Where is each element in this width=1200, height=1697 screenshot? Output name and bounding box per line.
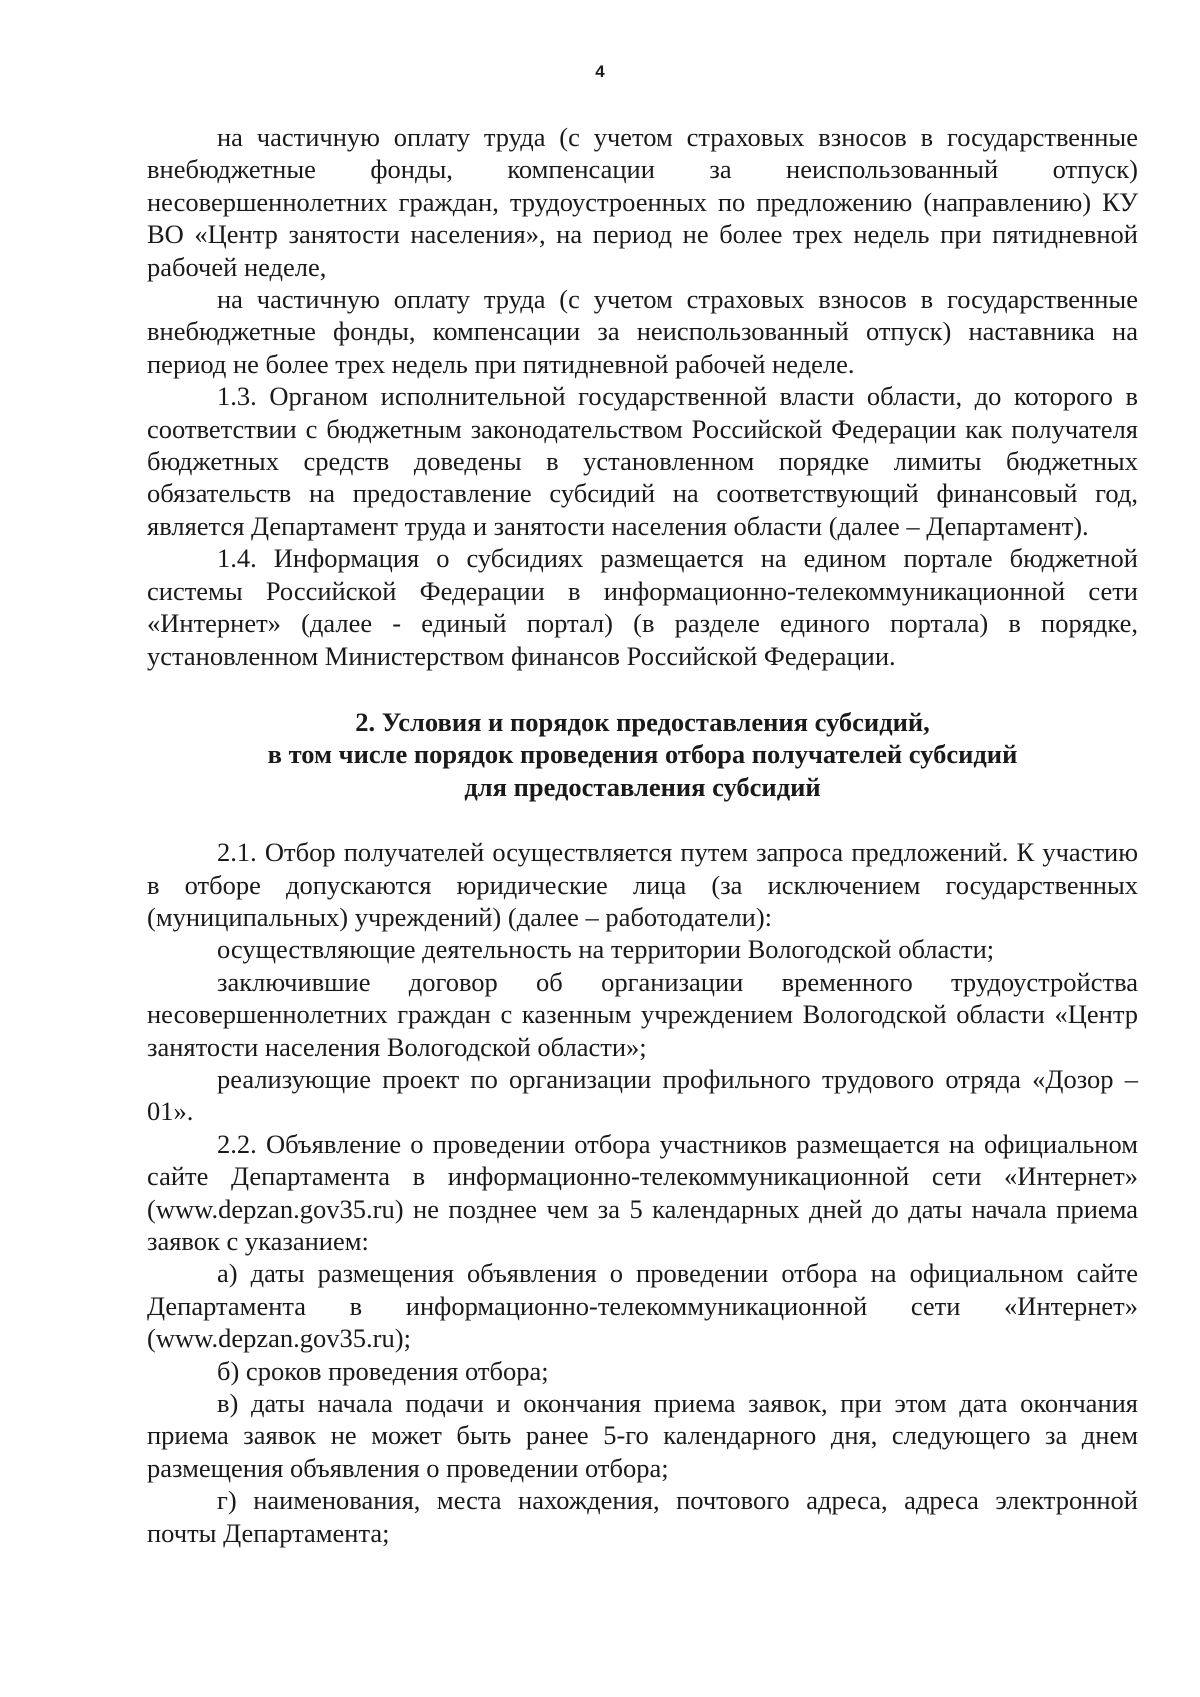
paragraph: на частичную оплату труда (с учетом страховых взносов в государственные внебюджетные фонды, компенсации за неиспользованный отпуск) наставника на период не более трех недель при пятидневной рабочей неделе. (147, 284, 1138, 379)
paragraph-1-3: 1.3. Органом исполнительной государственной власти области, до которого в соответствии с бюджетным законодательством Российской Федерации как получателя бюджетных средств доведены в установленном порядке лимиты бюджетных обязательств на предоставление субсидий на соответствующий финансовый год, является Департамент труда и занятости населения области (далее – Департамент). (147, 381, 1138, 541)
list-item: г) наименования, места нахождения, почтового адреса, адреса электронной почты Департамента; (147, 1485, 1138, 1548)
list-item: в) даты начала подачи и окончания приема заявок, при этом дата окончания приема заявок не может быть ранее 5-го календарного дня, следующего за днем размещения объявления о проведении отбора; (147, 1388, 1138, 1483)
list-item: реализующие проект по организации профильного трудового отряда «Дозор – 01». (147, 1063, 1138, 1127)
page-number: 4 (595, 62, 605, 81)
document-body (147, 121, 1138, 1549)
paragraph-2-1: 2.1. Отбор получателей осуществляется путем запроса предложений. К участию в отборе допускаются юридические лица (за исключением государственных (муниципальных) учреждений) (далее – работодатели): (147, 837, 1138, 932)
paragraph-1-4: 1.4. Информация о субсидиях размещается на едином портале бюджетной системы Российской Федерации в информационно-телекоммуникационной сети «Интернет» (далее - единый портал) (в разделе единого портала) в порядке, установленном Министерством финансов Российской Федерации. (147, 543, 1138, 671)
list-item: заключившие договор об организации временного трудоустройства несовершеннолетних граждан с казенным учреждением Вологодской области «Центр занятости населения Вологодской области»; (147, 966, 1138, 1062)
list-item: б) сроков проведения отбора; (217, 1355, 549, 1386)
section-2-heading (147, 706, 1138, 803)
list-item: осуществляющие деятельность на территории Вологодской области; (217, 934, 995, 965)
paragraph: на частичную оплату труда (с учетом страховых взносов в государственные внебюджетные фонды, компенсации за неиспользованный отпуск) несовершеннолетних граждан, трудоустроенных по предложению (направлению) КУ ВО «Центр занятости населения», на период не более трех недель при пятидневной рабочей неделе, (147, 122, 1138, 282)
section-heading-line: 2. Условия и порядок предоставления субсидий, (355, 706, 930, 737)
section-heading-line: для предоставления субсидий (464, 771, 821, 802)
section-heading-line: в том числе порядок проведения отбора получателей субсидий (267, 739, 1018, 770)
list-item: а) даты размещения объявления о проведении отбора на официальном сайте Департамента в информационно-телекоммуникационной сети «Интернет» (www.depzan.gov35.ru); (147, 1258, 1138, 1354)
paragraph-2-2: 2.2. Объявление о проведении отбора участников размещается на официальном сайте Департамента в информационно-телекоммуникационной сети «Интернет» (www.depzan.gov35.ru) не позднее чем за 5 календарных дней до даты начала приема заявок с указанием: (147, 1128, 1138, 1256)
